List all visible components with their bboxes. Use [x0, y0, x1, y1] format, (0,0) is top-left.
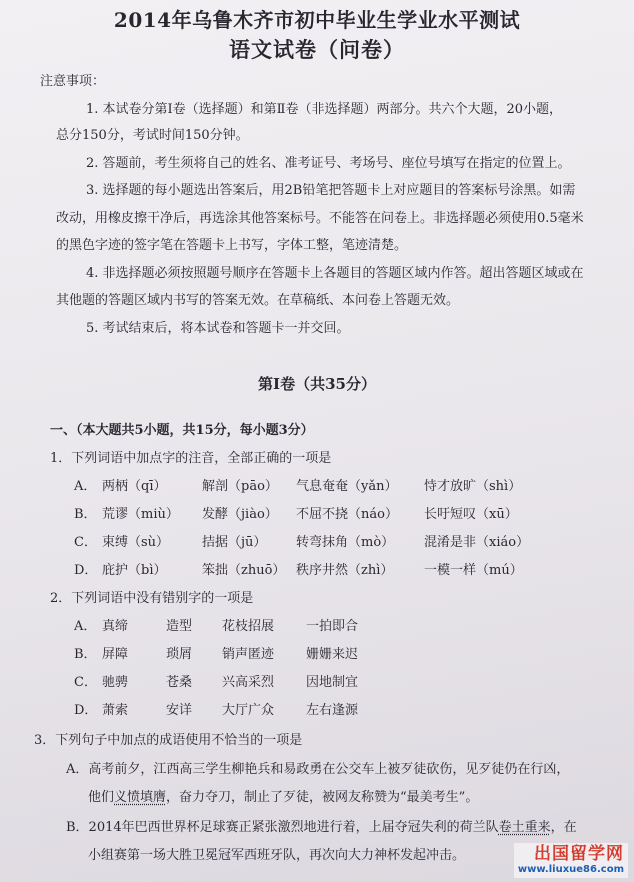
q1-option-word: 两柄（qī） — [102, 479, 167, 494]
question-2-stem: 2．下列词语中没有错别字的一项是 — [50, 591, 254, 606]
question-3-stem: 3．下列句子中加点的成语使用不恰当的一项是 — [34, 733, 303, 748]
watermark-url: www.liuxue86.com — [517, 864, 624, 875]
q3-text-segment: ，在 — [550, 820, 577, 835]
q1-option-word: 不屈不挠（náo） — [296, 507, 398, 522]
q2-option-word: 因地制宜 — [306, 675, 359, 690]
q2-option-word: 驰骋 — [102, 675, 129, 690]
exam-title: 2014年乌鲁木齐市初中毕业生学业水平测试 — [113, 8, 521, 32]
q2-option-word: 兴高采烈 — [222, 675, 275, 690]
q2-option-word: 销声匿迹 — [222, 647, 275, 662]
q2-option-word: 苍桑 — [166, 675, 193, 690]
q3-option-b-line — [66, 820, 577, 836]
q2-option-word: 左右逢源 — [306, 703, 359, 718]
q1-option-word: 庇护（bì） — [102, 563, 167, 578]
q2-option-word: 大厅广众 — [222, 703, 275, 718]
section-title: 第Ⅰ卷（共35分） — [258, 375, 376, 393]
q2-option-word: 安详 — [166, 703, 193, 718]
q1-option-word: 转弯抹角（mò） — [296, 535, 395, 550]
notice-line: 的黑色字迹的签字笔在答题卡上书写，字体工整，笔迹清楚。 — [56, 238, 408, 253]
q1-option-word: 发酵（jiào） — [202, 507, 278, 522]
question-1-stem: 1．下列词语中加点字的注音，全部正确的一项是 — [50, 451, 332, 466]
q1-option-label: C． — [74, 535, 97, 550]
q1-option-word: 气息奄奄（yǎn） — [296, 479, 398, 494]
watermark-name: 出国留学网 — [534, 844, 624, 864]
q2-option-word: 花枝招展 — [222, 619, 275, 634]
notice-line: 2. 答题前，考生须将自己的姓名、准考证号、考场号、座位号填写在指定的位置上。 — [86, 156, 571, 171]
q1-option-label: B． — [74, 507, 97, 522]
q3-option-a-line — [88, 790, 478, 806]
q1-option-label: D． — [74, 563, 98, 578]
q3-dotted-idiom: 卷土重来 — [498, 820, 551, 835]
q2-option-word: 造型 — [166, 619, 193, 634]
q1-option-word: 混淆是非（xiáo） — [424, 535, 530, 550]
q3-text-segment: B．2014年巴西世界杯足球赛正紧张激烈地进行着，上届夺冠失利的荷兰队 — [66, 820, 499, 835]
q1-option-word: 拮据（jū） — [202, 535, 267, 550]
q2-option-word: 姗姗来迟 — [306, 647, 359, 662]
notice-line: 其他题的答题区域内书写的答案无效。在草稿纸、本问卷上答题无效。 — [56, 293, 460, 308]
q3-option-b-line: 小组赛第一场大胜卫冕冠军西班牙队，再次向大力神杯发起冲击。 — [88, 848, 466, 863]
q2-option-word: 屏障 — [102, 647, 129, 662]
exam-subtitle: 语文试卷（问卷） — [229, 37, 405, 62]
q3-text-segment: 他们 — [88, 790, 115, 805]
notice-line: 1. 本试卷分第Ⅰ卷（选择题）和第Ⅱ卷（非选择题）两部分。共六个大题，20小题， — [86, 102, 563, 117]
q2-option-label: B． — [74, 647, 97, 662]
q1-option-word: 笨拙（zhuō） — [202, 563, 286, 578]
q2-option-label: A． — [74, 619, 97, 634]
q2-option-word: 琐屑 — [166, 647, 193, 662]
q2-option-word: 萧索 — [102, 703, 129, 718]
site-watermark — [514, 843, 628, 878]
q2-option-word: 一拍即合 — [306, 619, 359, 634]
q3-dotted-idiom: 义愤填膺 — [114, 790, 167, 805]
q1-option-word: 秩序井然（zhì） — [296, 563, 394, 578]
q3-text-segment: ，奋力夺刀，制止了歹徒，被网友称赞为“最美考生”。 — [166, 790, 479, 805]
notice-line: 改动，用橡皮擦干净后，再选涂其他答案标号。不能答在问卷上。非选择题必须使用0.5毫米 — [56, 211, 584, 226]
q1-option-word: 解剖（pāo） — [202, 479, 278, 494]
notice-line: 5. 考试结束后，将本试卷和答题卡一并交回。 — [86, 321, 350, 336]
q1-option-label: A． — [74, 479, 97, 494]
q2-option-label: C． — [74, 675, 97, 690]
q2-option-word: 真缔 — [102, 619, 129, 634]
q1-option-word: 荒谬（miù） — [102, 507, 179, 522]
q1-option-word: 长吁短叹（xū） — [424, 507, 518, 522]
notice-heading: 注意事项： — [40, 74, 106, 89]
notice-line: 4. 非选择题必须按照题号顺序在答题卡上各题目的答题区域内作答。超出答题区域或在 — [86, 266, 584, 281]
q1-option-word: 恃才放旷（shì） — [424, 479, 522, 494]
q2-option-label: D． — [74, 703, 98, 718]
q1-option-word: 一模一样（mú） — [424, 563, 523, 578]
notice-line: 总分150分，考试时间150分钟。 — [56, 128, 249, 143]
part-heading: 一、（本大题共5小题，共15分，每小题3分） — [50, 423, 314, 438]
notice-line: 3. 选择题的每小题选出答案后，用2B铅笔把答题卡上对应题目的答案标号涂黑。如需 — [86, 183, 576, 198]
q1-option-word: 束缚（sù） — [102, 535, 170, 550]
q3-option-a-line: A．高考前夕，江西高三学生柳艳兵和易政勇在公交车上被歹徒砍伤，见歹徒仍在行凶， — [66, 762, 570, 777]
